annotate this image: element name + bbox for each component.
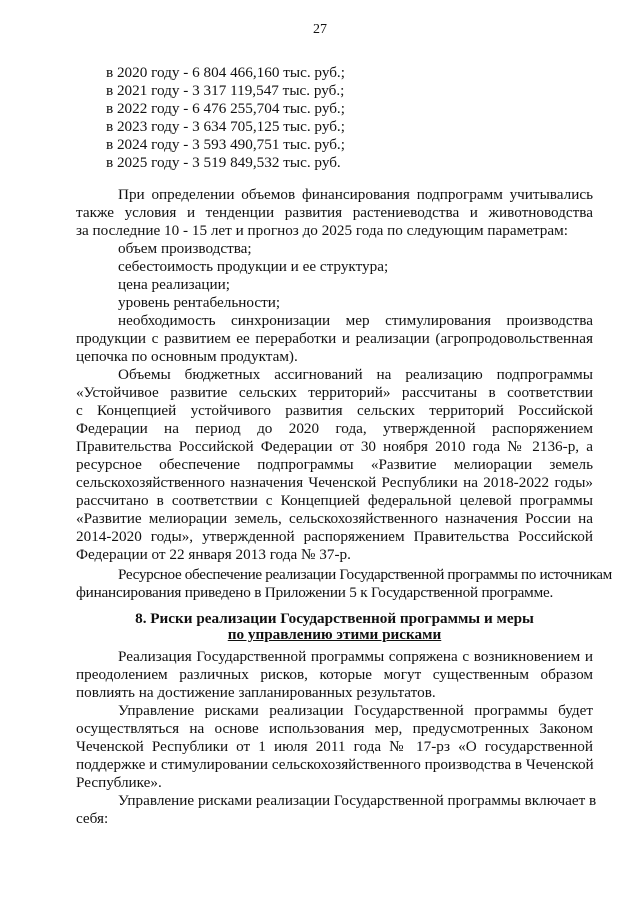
- paragraph-line: продукции с развитием ее переработки и реализации (агропродовольственная: [76, 330, 593, 347]
- paragraph-line: финансирования приведено в Приложении 5 к Государственной программе.: [76, 584, 554, 601]
- paragraph-line: цепочка по основным продуктам).: [76, 348, 298, 365]
- funding-year-2023: в 2023 году - 3 634 705,125 тыс. руб.;: [106, 118, 345, 135]
- paragraph-line: Реализация Государственной программы сопряжена с возникновением и: [118, 648, 593, 665]
- paragraph-line: «Развитие мелиорации земель, сельскохозяйственного назначения России на: [76, 510, 593, 527]
- paragraph-line: ресурсное обеспечение подпрограммы «Развитие мелиорации земель: [76, 456, 593, 473]
- paragraph-line: Федерации от 22 января 2013 года № 37-р.: [76, 546, 351, 563]
- paragraph-line: Ресурсное обеспечение реализации Государственной программы по источникам: [118, 566, 612, 583]
- paragraph-line: необходимость синхронизации мер стимулирования производства: [118, 312, 593, 329]
- section-heading-underlined: по управлению этими рисками: [227, 626, 442, 643]
- funding-year-2021: в 2021 году - 3 317 119,547 тыс. руб.;: [106, 82, 345, 99]
- paragraph-line: осуществляться на основе использования мер, предусмотренных Законом: [76, 720, 593, 737]
- funding-year-2025: в 2025 году - 3 519 849,532 тыс. руб.: [106, 154, 341, 171]
- param-list-item: объем производства;: [118, 240, 252, 257]
- paragraph-line: поддержке и стимулировании сельскохозяйственного производства в Чеченской: [76, 756, 594, 773]
- paragraph-line: «Устойчивое развитие сельских территорий» рассчитаны в соответствии: [76, 384, 593, 401]
- section-heading-line2: [76, 626, 593, 644]
- funding-year-2024: в 2024 году - 3 593 490,751 тыс. руб.;: [106, 136, 345, 153]
- paragraph-line: также условия и тенденции развития растениеводства и животноводства: [76, 204, 593, 221]
- paragraph-line: Федерации на период до 2020 года, утвержденной распоряжением: [76, 420, 593, 437]
- param-list-item: уровень рентабельности;: [118, 294, 281, 311]
- paragraph-line: 2014-2020 годы», утвержденной распоряжением Правительства Российской: [76, 528, 593, 545]
- page-number: 27: [313, 22, 327, 37]
- funding-year-2022: в 2022 году - 6 476 255,704 тыс. руб.;: [106, 100, 345, 117]
- paragraph-line: Чеченской Республики от 1 июля 2011 года № 17-рз «О государственной: [76, 738, 593, 755]
- paragraph-line: Объемы бюджетных ассигнований на реализацию подпрограммы: [118, 366, 593, 383]
- paragraph-line: Правительства Российской Федерации от 30 ноября 2010 года № 2136-р, а: [76, 438, 593, 455]
- paragraph-line: рассчитано в соответствии с Концепцией федеральной целевой программы: [76, 492, 593, 509]
- funding-year-2020: в 2020 году - 6 804 466,160 тыс. руб.;: [106, 64, 345, 81]
- paragraph-line: с Концепцией устойчивого развития сельских территорий Российской: [76, 402, 593, 419]
- paragraph-line: за последние 10 - 15 лет и прогноз до 2025 года по следующим параметрам:: [76, 222, 568, 239]
- paragraph-line: сельскохозяйственного назначения Чеченской Республики на 2018-2022 годы»: [76, 474, 593, 491]
- paragraph-line: преодолением различных рисков, которые могут существенным образом: [76, 666, 593, 683]
- paragraph-line: При определении объемов финансирования подпрограмм учитывались: [118, 186, 593, 203]
- param-list-item: цена реализации;: [118, 276, 230, 293]
- param-list-item: себестоимость продукции и ее структура;: [118, 258, 389, 275]
- paragraph-line: Управление рисками реализации Государственной программы включает в: [118, 792, 597, 809]
- paragraph-line: Управление рисками реализации Государственной программы будет: [118, 702, 593, 719]
- paragraph-line: Республике».: [76, 774, 162, 791]
- paragraph-line: себя:: [76, 810, 109, 827]
- paragraph-line: повлиять на достижение запланированных результатов.: [76, 684, 436, 701]
- section-heading: 8. Риски реализации Государственной программы и меры: [135, 610, 534, 627]
